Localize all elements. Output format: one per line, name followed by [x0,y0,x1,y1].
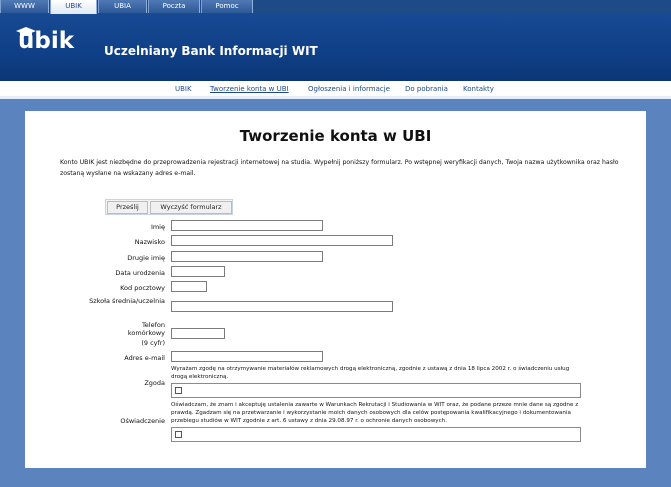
imie-input[interactable] [171,220,323,231]
top-navigation [0,0,671,14]
label-zgoda: Zgoda [144,379,165,387]
szkola-input[interactable] [171,301,393,312]
page-title: Tworzenie konta w UBI [239,127,432,145]
form-button-bar [105,199,233,215]
oswiadczenie-checkbox[interactable] [175,431,182,438]
reset-button[interactable]: Wyczyść formularz [150,201,232,214]
tab-pomoc[interactable]: Pomoc [201,0,253,13]
zgoda-field [171,383,581,398]
label-telefon: Telefon komórkowy [127,321,165,337]
label-drugie-imie: Drugie imię [127,254,165,262]
oswiadczenie-text: Oświadczam, że znam i akceptuję ustalenia zawarte w Warunkach Rekrutacji i Studiowania w WIT oraz, że podane przeze mnie dane są zgodne z prawdą. Zgadzam się na przetwarzanie i wykorzystanie moich danych osobowych dla celów postępowania kwalifikacyjnego i dokumentowania przebiegu studiów w WIT zgodnie z art. 6 ustawy z dnia 29.08.97 r. o ochronie danych osobowych. [171,402,579,424]
email-input[interactable] [171,351,323,362]
subnav-do-pobrania[interactable]: Do pobrania [405,85,448,93]
content-panel [25,111,646,468]
sub-navigation [0,81,671,99]
tab-poczta[interactable]: Poczta [148,0,200,13]
zgoda-checkbox[interactable] [175,387,182,394]
subnav-ubik[interactable]: UBIK [175,85,192,93]
label-szkola: Szkoła średnia/uczelnia [89,297,165,305]
label-imie: Imię [150,223,165,231]
drugie-imie-input[interactable] [171,251,323,262]
subnav-tworzenie-konta[interactable]: Tworzenie konta w UBI [210,85,289,93]
site-header [0,14,671,81]
kod-pocztowy-input[interactable] [171,281,207,292]
label-telefon-note: (9 cyfr) [141,339,165,347]
zgoda-text: Wyrażam zgodę na otrzymywanie materiałów reklamowych drogą elektroniczną, zgodnie z ustawą z dnia 18 lipca 2002 r. o świadczeniu usług drogą elektroniczną. [171,366,570,380]
tab-www[interactable]: WWW [0,0,49,13]
label-data-urodzenia: Data urodzenia [115,269,165,277]
label-nazwisko: Nazwisko [134,238,165,246]
tab-ubik[interactable]: UBIK [50,0,97,14]
submit-button[interactable]: Prześlij [107,201,148,214]
data-urodzenia-input[interactable] [171,266,225,277]
label-email: Adres e-mail [124,354,165,362]
subnav-ogloszenia[interactable]: Ogłoszenia i informacje [308,85,391,93]
nazwisko-input[interactable] [171,235,393,246]
tab-ubia[interactable]: UBIA [98,0,147,13]
ubik-logo[interactable]: ubik [18,28,75,54]
telefon-input[interactable] [171,328,225,339]
label-kod-pocztowy: Kod pocztowy [120,284,165,292]
oswiadczenie-field [171,427,581,442]
subnav-kontakty[interactable]: Kontakty [463,85,494,93]
site-title: Uczelniany Bank Informacji WIT [104,44,318,58]
label-oswiadczenie: Oświadczenie [120,417,165,425]
intro-text: Konto UBIK jest niezbędne do przeprowadzenia rejestracji internetowej na studia. Wypełnij poniższy formularz. Po wstępnej weryfikacji danych, Twoja nazwa użytkownika oraz hasło zostaną wysłane na wskazany adres e-mail. [60,159,619,177]
